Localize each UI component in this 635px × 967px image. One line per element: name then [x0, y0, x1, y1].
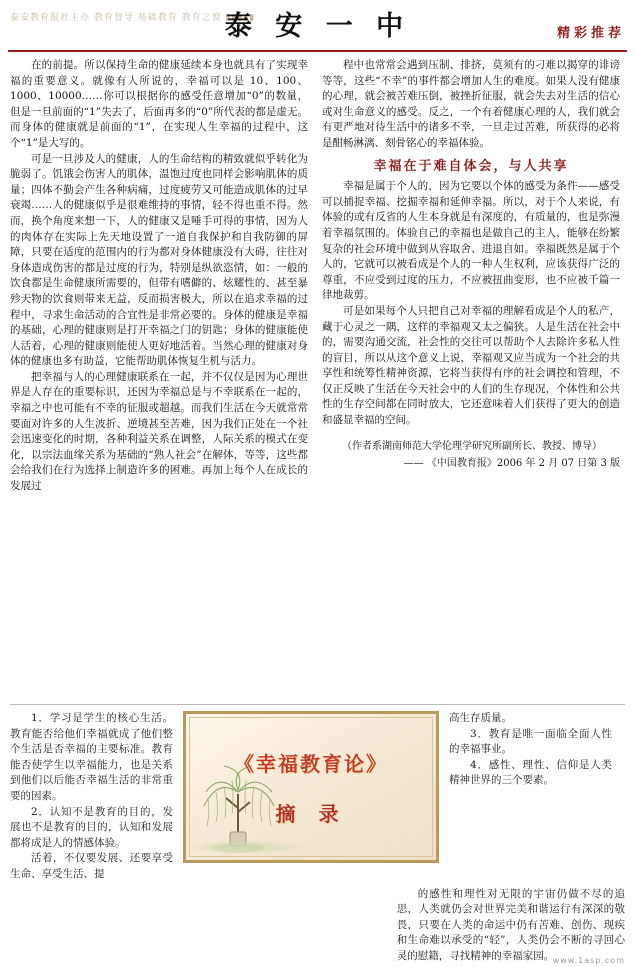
- paragraph: 把幸福与人的心理健康联系在一起，并不仅仅是因为心理世界是人存在的重要标识，还因为幸福总是与不幸联系在一起的，幸福之中也可能有不幸的征服或超越。而我们生活在今天就常常要面对许多的人生波折、逆境甚至苦难，因为我们正处在一个社会迅速变化的时期，各种利益关系在调整，人际关系的模式在变化，以宗法血缘关系为基础的“熟人社会”在解体，等等，这些都会给我们在行为选择上制造许多的困难。再加上每个人在成长的发展过: [10, 370, 308, 493]
- excerpt-column-right: [449, 711, 612, 883]
- excerpt-item: 4．感性、理性、信仰是人类精神世界的三个要素。: [449, 758, 612, 787]
- masthead-tagline: 精彩推荐: [556, 26, 625, 41]
- masthead-decor-text: 泰安教育报社主办 教育督导 基础教育 教育之窗 ▮▮▮▮▮: [10, 13, 256, 23]
- excerpt-column-left: [10, 711, 173, 883]
- article-column-right: [322, 58, 620, 696]
- excerpt-spacer-center: [131, 887, 387, 965]
- page-title: 泰 安 一 中: [224, 11, 411, 42]
- masthead: [8, 4, 627, 52]
- artwork-title: 《幸福教育论》: [234, 752, 388, 776]
- section-heading: 幸福在于难自体会，与人共享: [373, 158, 569, 174]
- willow-tree-icon: [192, 720, 288, 856]
- excerpt-item: 高生存质量。: [449, 712, 512, 724]
- paragraph: 可是一旦涉及人的健康，人的生命结构的精致就似乎转化为脆弱了。饥饿会伤害人的肌体，温饱过度也同样会影响肌体的质量；四体不勤会产生各种病痛，过度疲劳又可能造成肌体的过早衰竭……人的健康似乎是很难维持的事情，轻不得也重不得。然而，换个角度来想一下，人的健康又是唾手可得的事情，因为人的肉体存在实际上先天地设置了一道自我保护和自我防御的屏障，只要在适度的范围内的行为都对身体健康没有大碍，往往对身体造成伤害的都是过度的行为，特别是纵欲恣情，如：一般的饮食都是生命健康所需要的，但带有嗜僻的、炫耀性的、甚至暴殄天物的饮食则带来无益，反而损害极大，所以在追求幸福的过程中，寻求生命活动的合宜性是非常必要的。身体的健康是幸福的基础，心理的健康则是打开幸福之门的钥匙；身体的健康能使人活着，心理的健康则能使人更好地活着。当然心理的健康对身体的健康也多有助益，它能帮助肌体恢复生机与活力。: [10, 152, 308, 368]
- paragraph: 在的前提。所以保持生命的健康延续本身也就具有了实现幸福的重要意义。就像有人所说的，幸福可以是 10、100、1000、10000……你可以根据你的感受任意增加“0”的数量，但是一旦前面的“1”失去了，后面再多的“0”所代表的都是虚无。而身体的健康就是前面的“1”，在实现人生幸福的过程中，这个“1”是大写的。: [10, 59, 308, 149]
- source-line: —— 《中国教育报》2006 年 2 月 07 日第 3 版: [403, 458, 620, 470]
- paragraph: 可是如果每个人只把自己对幸福的理解看成是个人的私产，藏于心灵之一隅，这样的幸福观又太之偏狭。人是生活在社会中的，需要沟通交流，社会性的交往可以帮助个人去除许多私人性的盲目，所以从这个意义上说，幸福观又应当成为一个社会的共享性和统筹性精神资源，它将当获得有序的社会调控和管理，不仅正反映了生活在今天社会中的人们的生存现况，个体性和公共性的生存空间都在同时放大，它还意味着人们获得了更大的创造和盛显幸福的空间。: [322, 304, 620, 427]
- newspaper-page: [0, 4, 635, 967]
- artwork-ground-shade: [186, 840, 306, 854]
- excerpt-item: 的感性和理性对无限的宇宙仍做不尽的追思，人类就仍会对世界完美和谐运行有深深的敬畏，只要在人类的命运中仍有苦难、创伤、现疾和生命难以承受的“轻”，人类仍会不断的寻回心灵的慰籍，寻找精神的幸福家园。: [396, 887, 625, 962]
- paragraph: 幸福是属于个人的，因为它要以个体的感受为条件——感受可以捕捉幸福、挖掘幸福和延伸幸福。所以，对于个人来说，有体验的或有反省的人生本身就是有深度的，有质量的，也是弥漫着幸福氛围的。体验自己的幸福也是做自己的主人，能够在纷繁复杂的社会环境中做到从容取舍、进退自如。幸福既然是属于个人的，它就可以被看成是个人的一种人生权利，应该获得广泛的尊重，不应受到过度的压力，不应被扭曲变形，也不应被千篇一律地裁剪。: [322, 180, 620, 302]
- article-column-left: [10, 58, 308, 696]
- excerpt-item: 1．学习是学生的核心生活。教育能否给他们幸福就成了他们整个生活是否幸福的主要标准。教育能否使学生以幸福能力，也是关系到他们以后能否幸福生活的非常重要的因素。: [10, 712, 173, 802]
- excerpt-item: 2．认知不是教育的目的，发展也不是教育的目的，认知和发展都将成是人的情感体验。: [10, 805, 173, 849]
- excerpt-section: [10, 704, 625, 961]
- article-body: [10, 58, 625, 696]
- artwork-panel: [183, 711, 439, 863]
- footer-watermark: www.1asp.com: [552, 956, 625, 965]
- excerpt-column-right-continued: [397, 887, 625, 965]
- paragraph: 程中也常常会遇到压制、排挤，莫须有的刁难以揭穿的诽谤等等，这些“不幸”的事件都会增加人生的难度。如果人没有健康的心理，就会被苦难压倒，被挫折征服，就会失去对生活的信心或对生命意义的感受。反之，一个有着健康心理的人，我们就会有更严地对待生活中的诸多不幸，一旦走过苦难，所获得的必将是酣畅淋漓、刻骨铭心的幸福体验。: [322, 59, 620, 149]
- excerpt-item: 3．教育是唯一面临全面人性的幸福事业。: [449, 727, 612, 756]
- excerpt-item-tail: 活着，不仅要发展、还要享受生命、享受生活、提: [10, 852, 173, 880]
- artwork-subtitle: 摘 录: [275, 802, 347, 826]
- excerpt-spacer-left: [10, 887, 121, 965]
- author-byline: （作者系湖南师范大学伦理学研究所副所长、教授、博导）: [342, 440, 602, 452]
